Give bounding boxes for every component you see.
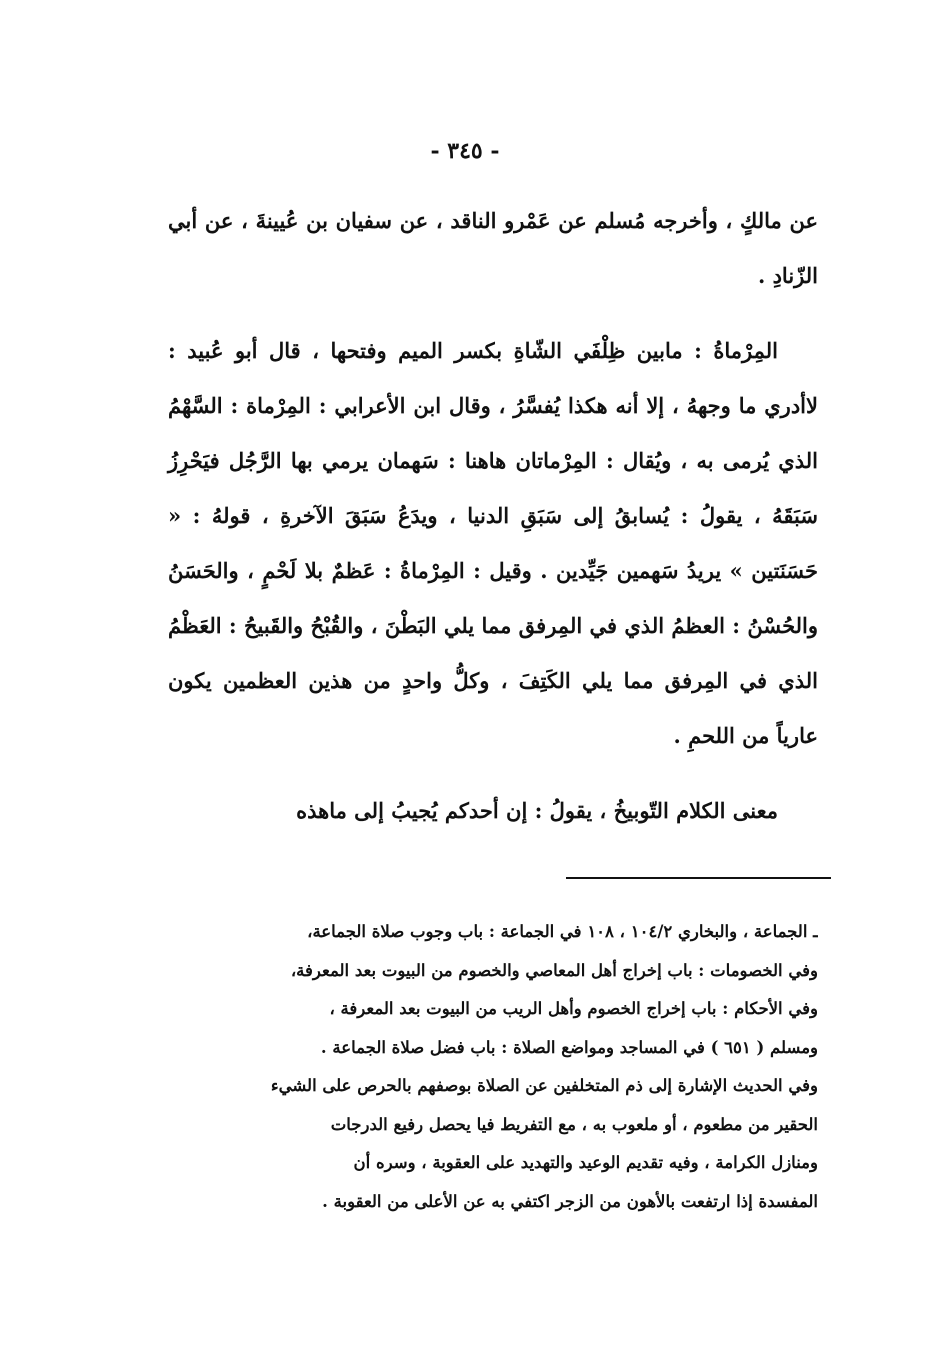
footnote-line: وفي الحديث الإشارة إلى ذم المتخلفين عن الصلاة بوصفهم بالحرص على الشيء xyxy=(270,1076,818,1095)
main-text xyxy=(168,193,818,838)
footnote-line: وفي الأحكام : باب إخراج الخصوم وأهل الريب من البيوت بعد المعرفة ، xyxy=(329,999,818,1018)
paragraph-continuation: عن مالكٍ ، وأخرجه مُسلم عن عَمْرو الناقد ، عن سفيان بن عُيينةَ ، عن أبي الزّنادِ . xyxy=(168,208,818,288)
footnote-separator xyxy=(566,877,831,879)
footnote-line: وفي الخصومات : باب إخراج أهل المعاصي والخصوم من البيوت بعد المعرفة، xyxy=(290,960,818,980)
paragraph-mirmat-definition: المِرْماةُ : مابين ظِلْفَي الشّاةِ بكسر الميم وفتحها ، قال أبو عُبيد : لاأدري ما وجههُ ، إلا أنه هكذا يُفسَّرُ ، وقال ابن الأعرابي : المِرْماة : السَّهْمُ الذي يُرمى به ، ويُقال : المِرْماتان هاهنا : سَهمان يرمي بها الرَّجُل فيَحْرِزُ سَبَقَهُ ، يقولُ : يُسابقُ إلى سَبَقِ الدنيا ، ويدَعُ سَبَقَ الآخرةِ ، قولهُ : « حَسَنَتين » يريدُ سَهمين جَيِّدين . وقيل : المِرْماةُ : عَظمٌ بلا لَحْمٍ ، والحَسَنُ والحُسْنُ : العظمُ الذي في المِرفق مما يلي البَطْنَ ، والقُبْحُ والقَبيحُ : العَظْمُ الذي في المِرفق مما يلي الكَتِفَ ، وكلُّ واحدٍ من هذين العظمين يكون عارياً من اللحمِ . xyxy=(168,338,818,748)
footnotes xyxy=(153,913,818,1221)
footnote-line: ـ الجماعة ، والبخاري ١٠٤/٢ ، ١٠٨ في الجماعة : باب وجوب صلاة الجماعة، xyxy=(307,922,818,941)
page-number: - ٣٤٥ - xyxy=(430,138,500,164)
footnote-line: المفسدة إذا ارتفعت بالأهون من الزجر اكتفي به عن الأعلى من العقوبة . xyxy=(322,1191,818,1211)
footnote-line: ومنازل الكرامة ، وفيه تقديم الوعيد والتهديد على العقوبة ، وسره أن xyxy=(353,1153,818,1172)
footnote-line: الحقير من مطعوم ، أو ملعوب به ، مع التفريط فيا يحصل رفيع الدرجات xyxy=(330,1114,818,1134)
footnote-line: ومسلم ( ٦٥١ ) في المساجد ومواضع الصلاة : باب فضل صلاة الجماعة . xyxy=(320,1037,818,1057)
paragraph-meaning: معنى الكلام التّوبيخُ ، يقولُ : إن أحدكم يُجيبُ إلى ماهذه xyxy=(296,798,778,823)
